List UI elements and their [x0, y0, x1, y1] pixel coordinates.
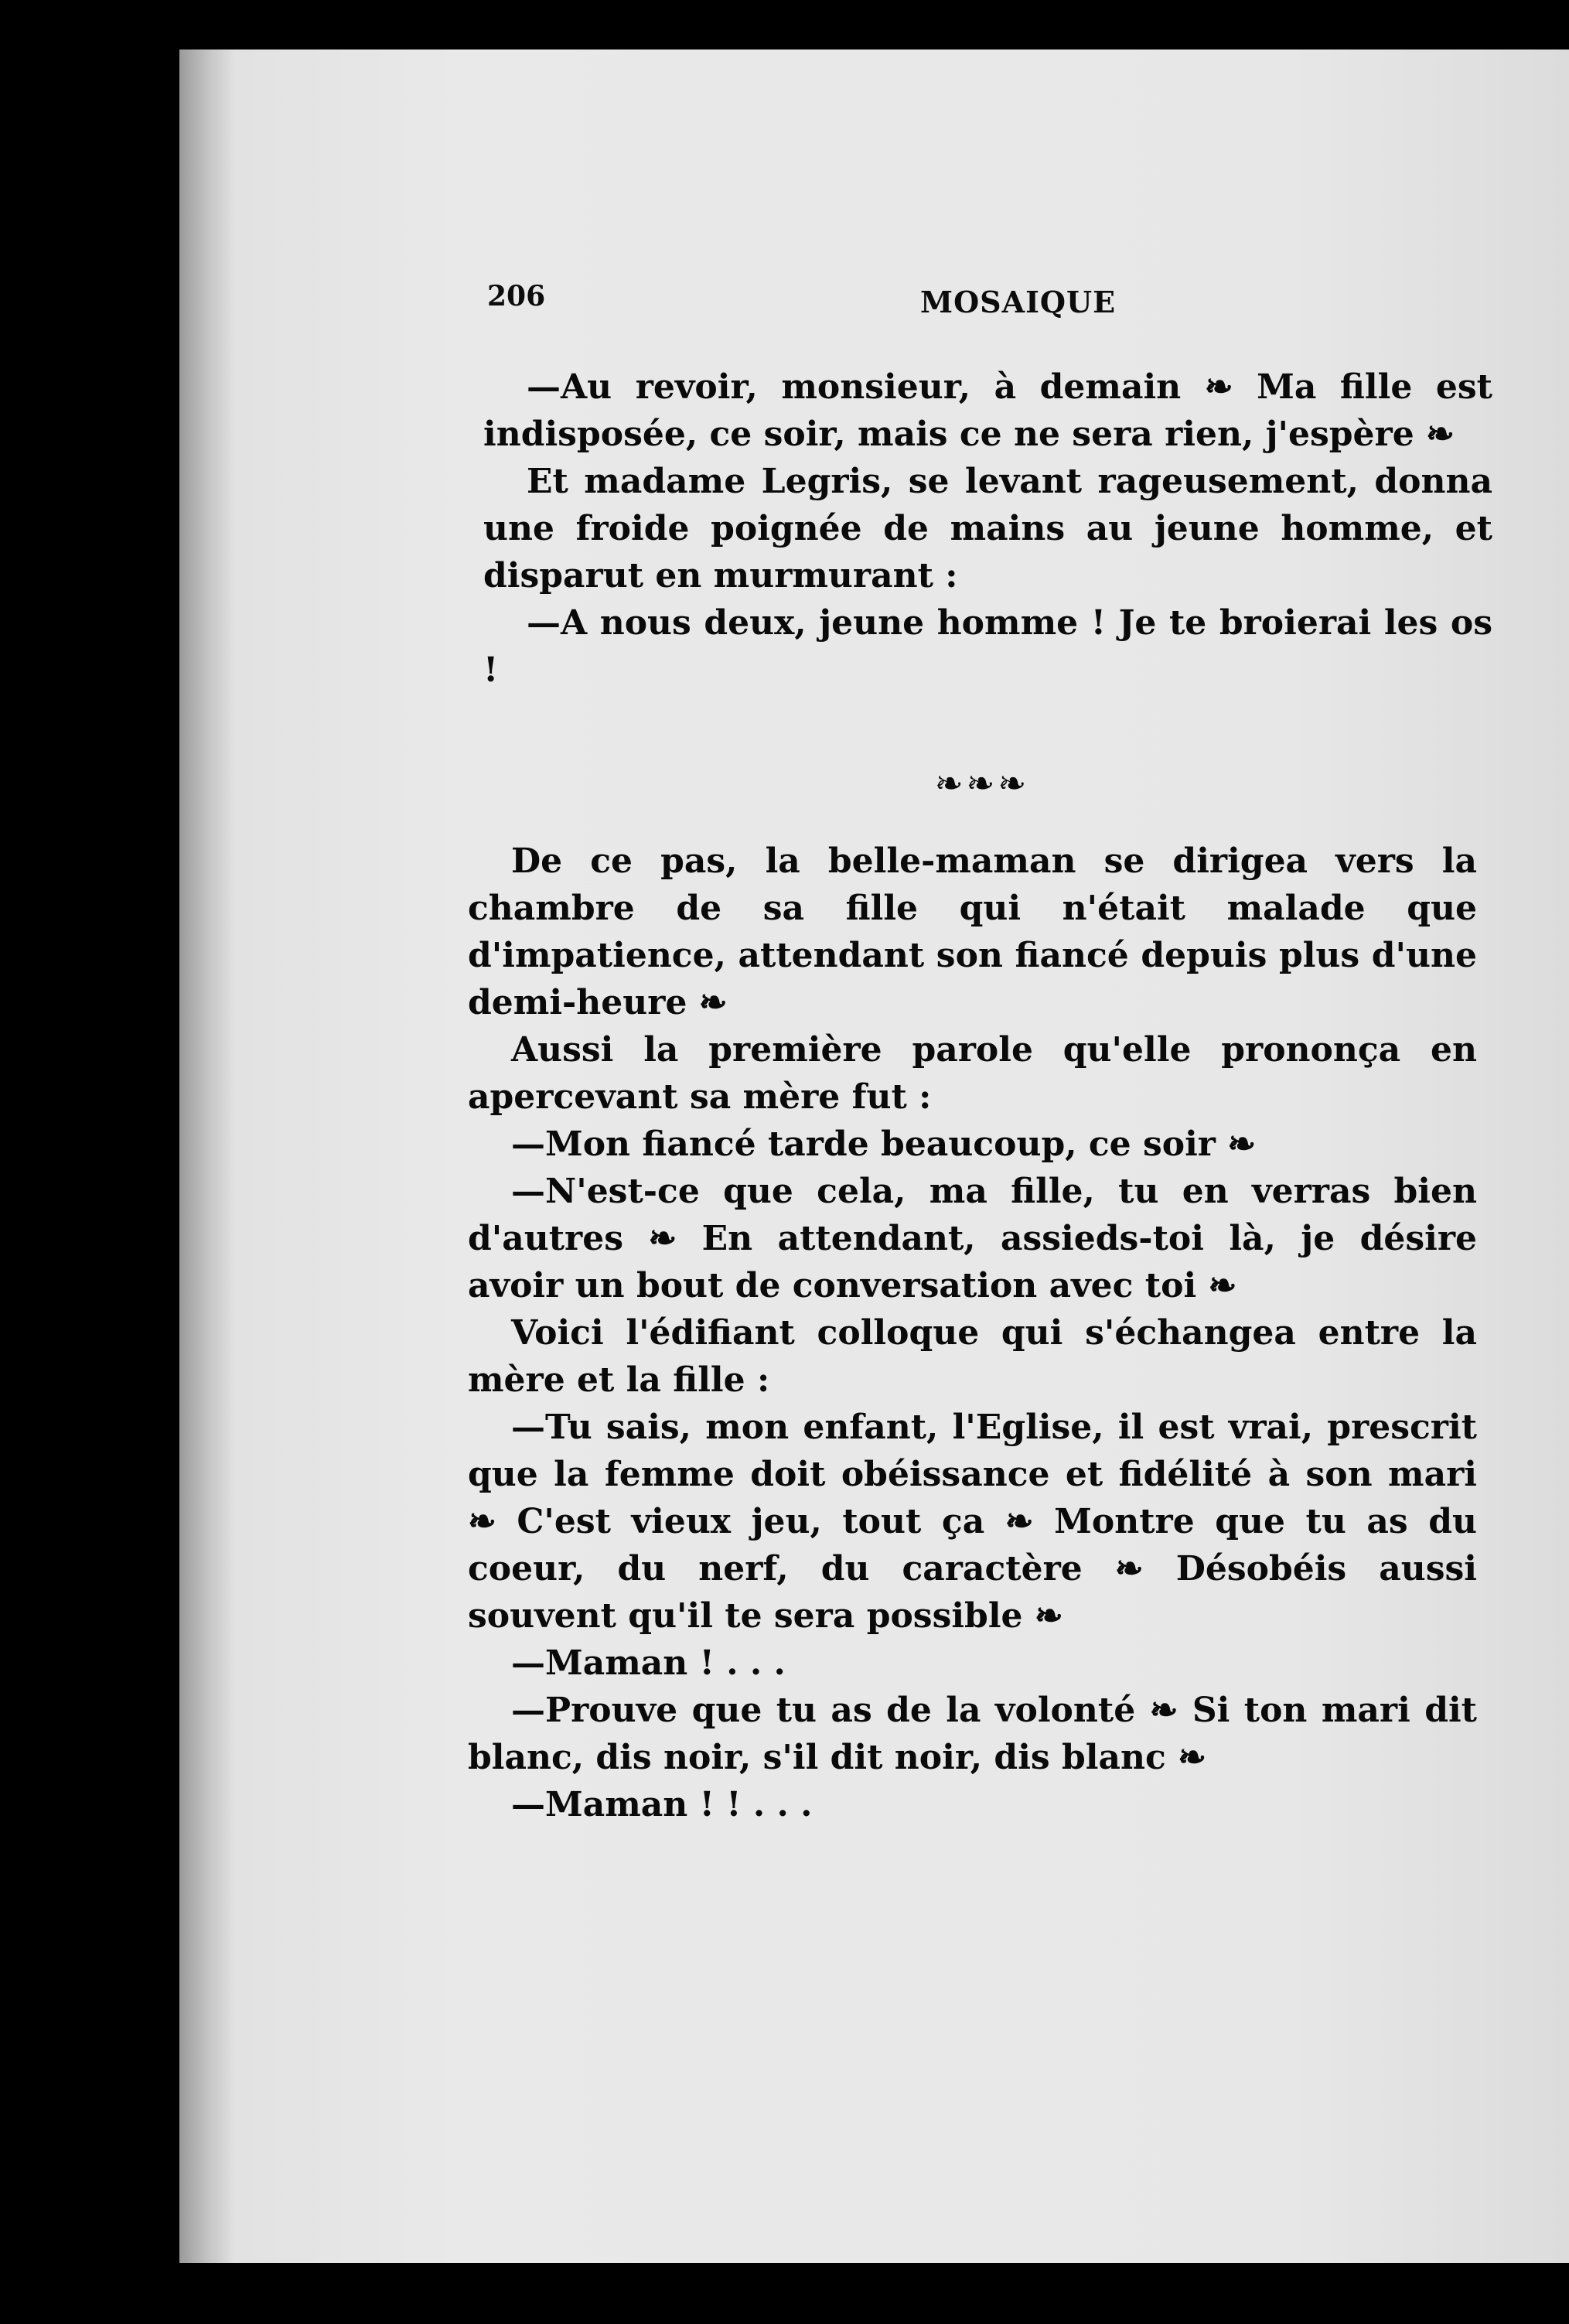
- page-header: [487, 280, 1477, 326]
- paragraph: De ce pas, la belle-maman se dirigea vers la chambre de sa fille qui n'était malade que d'impatience, attendant son fiancé depuis plus d'une demi-heure ❧: [468, 841, 1477, 1022]
- book-gutter: [179, 49, 234, 2263]
- paragraph: —A nous deux, jeune homme ! Je te broierai les os !: [483, 603, 1492, 690]
- paragraph: —Mon fiancé tarde beaucoup, ce soir ❧: [511, 1124, 1257, 1164]
- running-title: MOSAIQUE: [920, 285, 1117, 319]
- paragraph: —Prouve que tu as de la volonté ❧ Si ton mari dit blanc, dis noir, s'il dit noir, dis blanc ❧: [468, 1691, 1477, 1777]
- text-block-bottom: [468, 838, 1477, 1828]
- paragraph: —Maman ! . . .: [511, 1643, 786, 1683]
- paragraph: Et madame Legris, se levant rageusement, donna une froide poignée de mains au jeune homme, et disparut en murmurant :: [483, 462, 1492, 596]
- page-number: 206: [487, 280, 546, 312]
- paragraph: Aussi la première parole qu'elle prononça en apercevant sa mère fut :: [468, 1030, 1477, 1117]
- paragraph: —Maman ! ! . . .: [511, 1785, 813, 1824]
- paragraph: —N'est-ce que cela, ma fille, tu en verras bien d'autres ❧ En attendant, assieds-toi là, je désire avoir un bout de conversation avec toi ❧: [468, 1172, 1477, 1305]
- paragraph: Voici l'édifiant colloque qui s'échangea entre la mère et la fille :: [468, 1313, 1477, 1400]
- text-block-top: [483, 363, 1492, 694]
- paragraph: —Au revoir, monsieur, à demain ❧ Ma fille est indisposée, ce soir, mais ce ne sera rien, j'espère ❧: [483, 367, 1492, 454]
- paragraph: —Tu sais, mon enfant, l'Eglise, il est vrai, prescrit que la femme doit obéissance et fidélité à son mari ❧ C'est vieux jeu, tout ça ❧ Montre que tu as du coeur, du nerf, du caractère ❧ Désobéis aussi souvent qu'il te sera possible ❧: [468, 1408, 1477, 1636]
- section-divider-ornament: ❧❧❧: [934, 764, 1030, 804]
